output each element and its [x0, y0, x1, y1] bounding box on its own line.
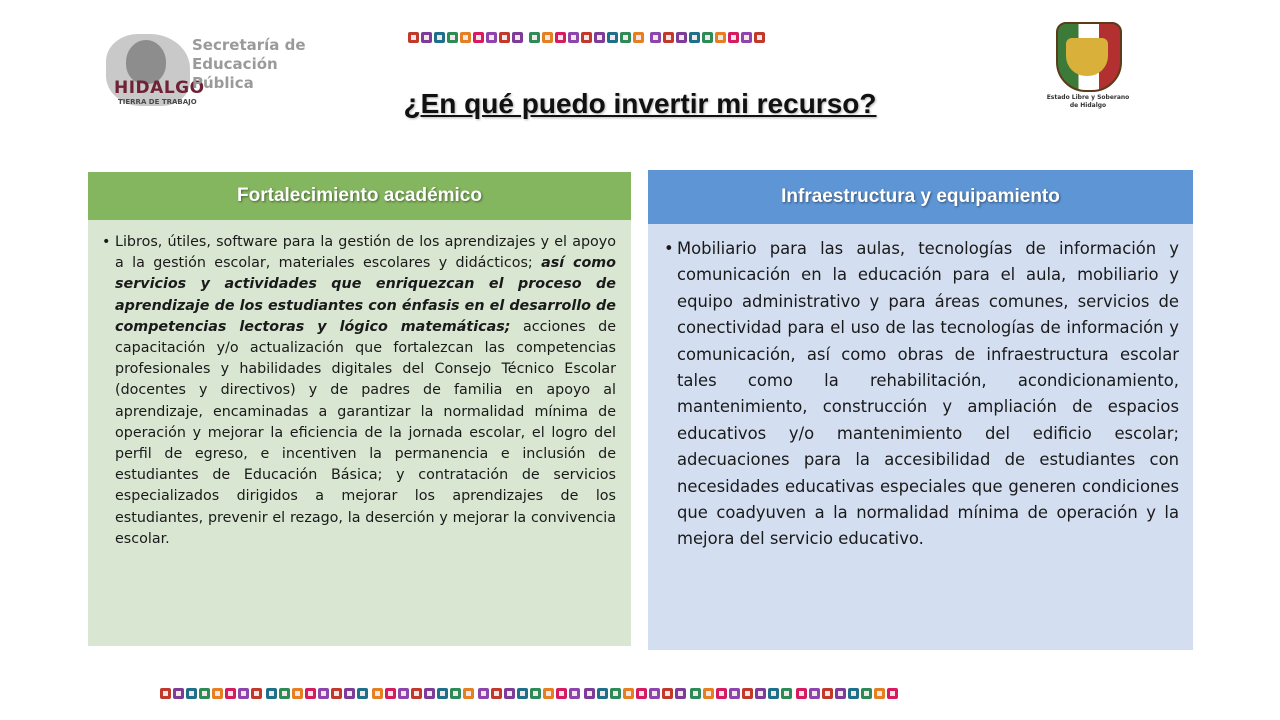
decorative-square — [848, 688, 859, 699]
decorative-square — [186, 688, 197, 699]
logo-tierra-text: TIERRA DE TRABAJO — [118, 98, 197, 106]
decorative-square — [835, 688, 846, 699]
decorative-square — [555, 32, 566, 43]
coat-of-arms-label: Estado Libre y Soberano de Hidalgo — [1046, 94, 1130, 109]
decorative-square — [199, 688, 210, 699]
decorative-square — [581, 32, 592, 43]
decorative-square — [529, 32, 540, 43]
decorative-square — [675, 688, 686, 699]
decorative-square — [633, 32, 644, 43]
decorative-square — [437, 688, 448, 699]
decorative-square — [781, 688, 792, 699]
card-heading: Fortalecimiento académico — [88, 172, 631, 220]
decorative-square — [650, 32, 661, 43]
decorative-square — [421, 32, 432, 43]
decorative-square — [594, 32, 605, 43]
decorative-square — [663, 32, 674, 43]
decorative-square — [716, 688, 727, 699]
decorative-square — [755, 688, 766, 699]
decorative-square — [292, 688, 303, 699]
decorative-square — [754, 32, 765, 43]
decorative-square — [703, 688, 714, 699]
decorative-square — [556, 688, 567, 699]
decorative-square — [424, 688, 435, 699]
decorative-square — [473, 32, 484, 43]
decorative-square — [543, 688, 554, 699]
card-text-emphasis: así como servicios y actividades que enriquezcan el proceso de aprendizaje de los estudiantes con énfasis en el desarrollo de competencias lectoras y lógico matemáticas; — [115, 255, 616, 335]
decorative-square — [568, 32, 579, 43]
card-text-part2: acciones de capacitación y/o actualización que fortalezcan las competencias profesionales y habilidades digitales del Consejo Técnico Escolar (docentes y directivos) y de padres de familia en apoyo al aprendizaje, encaminadas a garantizar la normalidad mínima de operación y mejorar la eficiencia de la jornada escolar, el logro del perfil de egreso, e incentiven la permanencia e inclusión de estudiantes de Educación Básica; y contratación de servicios especializados dirigidos a mejorar los aprendizajes de los estudiantes, prevenir el rezago, la deserción y mejorar la convivencia escolar. — [115, 318, 616, 547]
decorative-square — [408, 32, 419, 43]
decorative-square — [623, 688, 634, 699]
bullet-icon: • — [102, 234, 111, 250]
decorative-square — [357, 688, 368, 699]
decorative-square — [728, 32, 739, 43]
decorative-square — [742, 688, 753, 699]
decorative-square — [478, 688, 489, 699]
decorative-square — [238, 688, 249, 699]
decorative-square — [225, 688, 236, 699]
decorative-square — [344, 688, 355, 699]
decorative-square — [689, 32, 700, 43]
decorative-square — [447, 32, 458, 43]
decorative-square — [331, 688, 342, 699]
decorative-square — [463, 688, 474, 699]
decorative-square — [434, 32, 445, 43]
decorative-square — [450, 688, 461, 699]
decorative-square — [530, 688, 541, 699]
decorative-square — [887, 688, 898, 699]
decorative-square — [266, 688, 277, 699]
decorative-square — [610, 688, 621, 699]
decorative-square — [715, 32, 726, 43]
decorative-square — [649, 688, 660, 699]
decorative-square — [305, 688, 316, 699]
coat-of-arms-inner-icon — [1066, 38, 1108, 76]
decorative-square — [251, 688, 262, 699]
decorative-strip-top — [408, 32, 765, 43]
decorative-square — [676, 32, 687, 43]
decorative-square — [279, 688, 290, 699]
decorative-square — [542, 32, 553, 43]
card-infraestructura-equipamiento — [648, 170, 1193, 650]
decorative-square — [702, 32, 713, 43]
decorative-square — [486, 32, 497, 43]
decorative-square — [636, 688, 647, 699]
decorative-square — [607, 32, 618, 43]
decorative-square — [796, 688, 807, 699]
decorative-square — [620, 32, 631, 43]
decorative-square — [741, 32, 752, 43]
decorative-square — [569, 688, 580, 699]
decorative-square — [597, 688, 608, 699]
decorative-square — [212, 688, 223, 699]
decorative-square — [460, 32, 471, 43]
decorative-square — [517, 688, 528, 699]
decorative-square — [160, 688, 171, 699]
card-body — [648, 224, 1193, 553]
decorative-square — [822, 688, 833, 699]
logo-sep-text: Secretaría de Educación Pública — [192, 36, 306, 92]
decorative-square — [318, 688, 329, 699]
decorative-square — [512, 32, 523, 43]
decorative-strip-bottom — [160, 688, 898, 699]
bullet-icon: • — [664, 239, 674, 258]
decorative-square — [385, 688, 396, 699]
decorative-square — [398, 688, 409, 699]
decorative-square — [690, 688, 701, 699]
decorative-square — [372, 688, 383, 699]
page-title: ¿En qué puedo invertir mi recurso? — [403, 88, 877, 119]
decorative-square — [768, 688, 779, 699]
card-text: Mobiliario para las aulas, tecnologías de información y comunicación en la educación para el aula, mobiliario y equipo administrativo y para áreas comunes, servicios de conectividad para el uso de las tecnologías de información y comunicación, así como obras de infraestructura escolar tales como la rehabilitación, acondicionamiento, mantenimiento, construcción y ampliación de espacios educativos y/o mantenimiento del edificio escolar; adecuaciones para la accesibilidad de estudiantes con necesidades educativas especiales que generen condiciones que coadyuven a la normalidad mínima de operación y la mejora del servicio educativo. — [677, 239, 1179, 549]
decorative-square — [504, 688, 515, 699]
card-fortalecimiento-academico — [88, 172, 631, 646]
decorative-square — [874, 688, 885, 699]
card-text-part1: Libros, útiles, software para la gestión de los aprendizajes y el apoyo a la gestión escolar, materiales escolares y didácticos; — [115, 234, 616, 272]
decorative-square — [499, 32, 510, 43]
card-body — [88, 220, 631, 550]
decorative-square — [861, 688, 872, 699]
logo-hidalgo-text: HIDALGO — [114, 78, 205, 98]
card-heading: Infraestructura y equipamiento — [648, 170, 1193, 224]
decorative-square — [173, 688, 184, 699]
decorative-square — [584, 688, 595, 699]
decorative-square — [491, 688, 502, 699]
decorative-square — [729, 688, 740, 699]
decorative-square — [411, 688, 422, 699]
decorative-square — [809, 688, 820, 699]
decorative-square — [662, 688, 673, 699]
